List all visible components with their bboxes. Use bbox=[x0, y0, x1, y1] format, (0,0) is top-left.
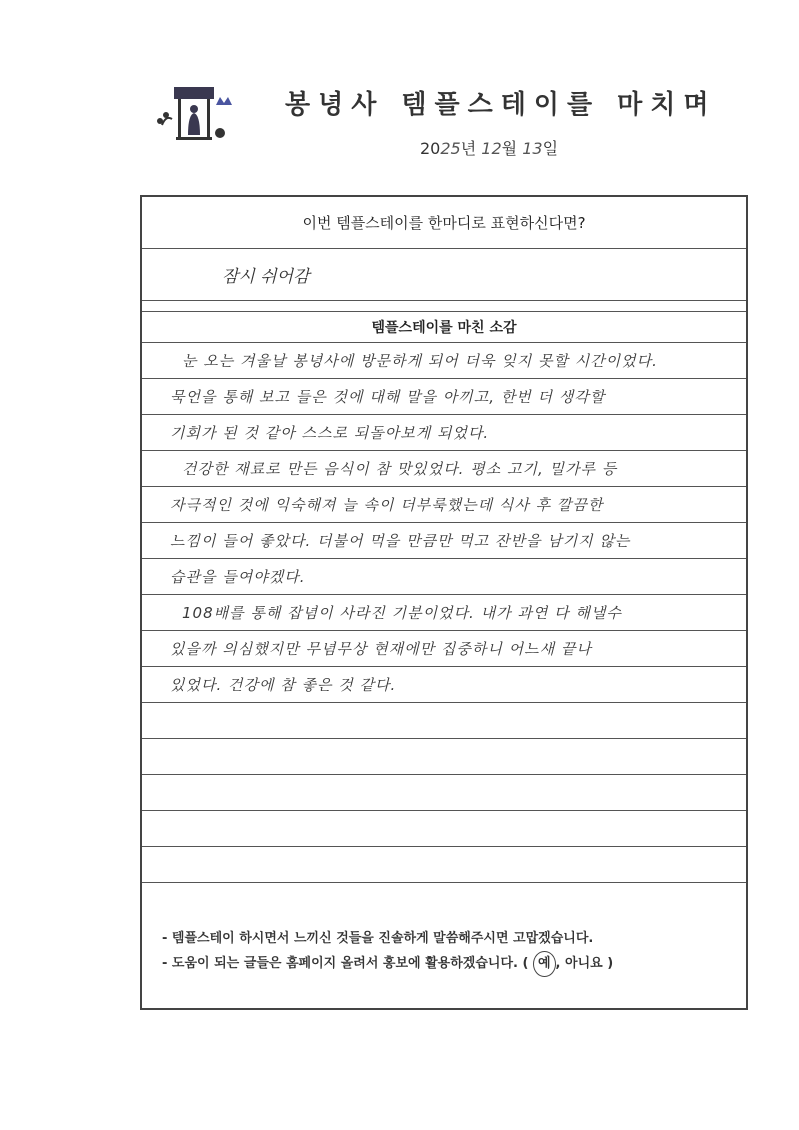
day-unit: 일 bbox=[542, 139, 559, 158]
consent-no-option[interactable]: 아니요 bbox=[565, 956, 603, 971]
impression-line[interactable]: 있을까 의심했지만 무념무상 현재에만 집중하니 어느새 끝나 bbox=[142, 631, 746, 667]
impression-line[interactable]: 느낌이 들어 좋았다. 더불어 먹을 만큼만 먹고 잔반을 남기지 않는 bbox=[142, 523, 746, 559]
footer-note-2 bbox=[162, 951, 613, 977]
impression-line[interactable] bbox=[142, 811, 746, 847]
paren-close: ) bbox=[607, 956, 614, 971]
impressions-heading: 템플스테이를 마친 소감 bbox=[142, 311, 746, 343]
impression-line[interactable]: 묵언을 통해 보고 들은 것에 대해 말을 아끼고, 한번 더 생각할 bbox=[142, 379, 746, 415]
date bbox=[420, 136, 558, 159]
year-prefix: 20 bbox=[420, 139, 441, 158]
question-answer[interactable]: 잠시 쉬어감 bbox=[142, 249, 746, 301]
impression-line[interactable]: 108배를 통해 잡념이 사라진 기분이었다. 내가 과연 다 해낼수 bbox=[142, 595, 746, 631]
month-unit: 월 bbox=[501, 139, 518, 158]
impression-line[interactable] bbox=[142, 739, 746, 775]
temple-logo bbox=[152, 85, 232, 150]
impressions-lines bbox=[142, 343, 746, 883]
consent-yes-option[interactable]: 예 bbox=[533, 951, 556, 977]
impression-line[interactable]: 기회가 된 것 같아 스스로 되돌아보게 되었다. bbox=[142, 415, 746, 451]
page-title: 봉녕사 템플스테이를 마치며 bbox=[285, 90, 717, 120]
year-unit: 년 bbox=[460, 139, 477, 158]
footer-note-1: - 템플스테이 하시면서 느끼신 것들을 진솔하게 말씀해주시면 고맙겠습니다. bbox=[162, 931, 594, 946]
year-handwritten: 25 bbox=[440, 139, 461, 158]
footer-notes bbox=[162, 927, 613, 977]
impression-line[interactable] bbox=[142, 703, 746, 739]
impression-line[interactable] bbox=[142, 775, 746, 811]
question-label: 이번 템플스테이를 한마디로 표현하신다면? bbox=[142, 197, 746, 249]
impression-line[interactable] bbox=[142, 847, 746, 883]
day: 13 bbox=[522, 139, 543, 158]
impression-line[interactable]: 건강한 재료로 만든 음식이 참 맛있었다. 평소 고기, 밀가루 등 bbox=[142, 451, 746, 487]
separator: , bbox=[555, 956, 561, 971]
footer-note-2-text: - 도움이 되는 글들은 홈페이지 올려서 홍보에 활용하겠습니다. ( bbox=[162, 956, 529, 971]
month: 12 bbox=[481, 139, 502, 158]
impression-line[interactable]: 눈 오는 겨울날 봉녕사에 방문하게 되어 더욱 잊지 못할 시간이었다. bbox=[142, 343, 746, 379]
feedback-form bbox=[140, 195, 748, 1010]
impression-line[interactable]: 자극적인 것에 익숙해져 늘 속이 더부룩했는데 식사 후 깔끔한 bbox=[142, 487, 746, 523]
impression-line[interactable]: 습관을 들여야겠다. bbox=[142, 559, 746, 595]
impression-line[interactable]: 있었다. 건강에 참 좋은 것 같다. bbox=[142, 667, 746, 703]
